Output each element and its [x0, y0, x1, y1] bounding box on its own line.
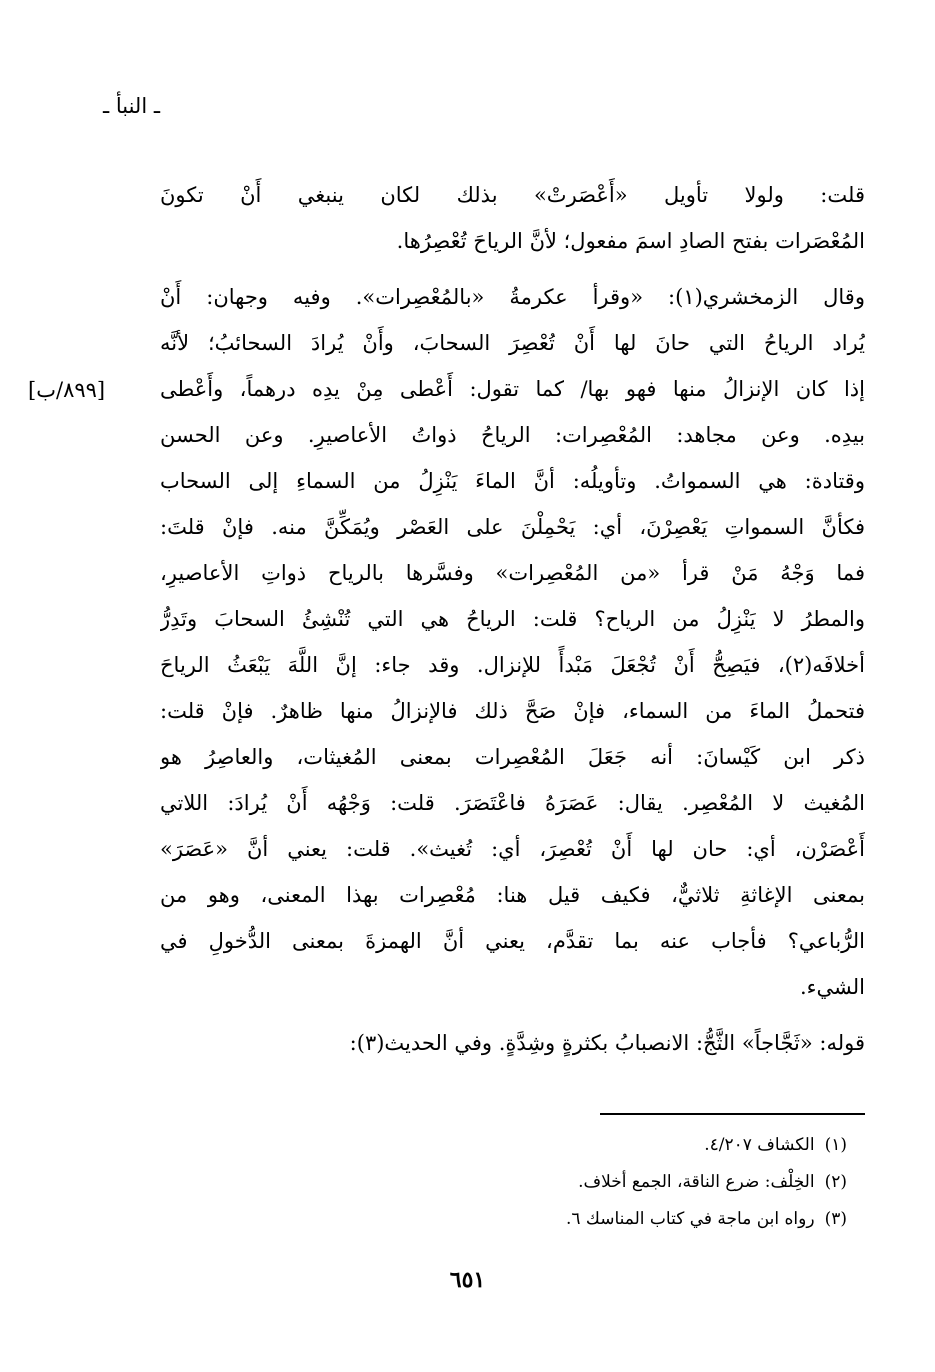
text-line: فتحملُ الماءَ من السماء، فإنْ صَحَّ ذلك فالإنزالُ منها ظاهرٌ. فإنْ قلت: [160, 699, 865, 723]
footnote [347, 1127, 847, 1164]
text-line: إذا كان الإنزالُ منها فهو بها/ كما تقول: أَعْطى مِنْ يدِه درهماً، وأَعْطى [160, 377, 865, 401]
text-line: وقال الزمخشري(١): «وقرأ عكرمةُ «بالمُعْصِرات». وفيه وجهان: أَنْ [160, 285, 865, 309]
paragraph-1 [160, 172, 865, 264]
text-line: المُغيث لا المُعْصِر. يقال: عَصَرَهُ فاعْتَصَرَ. قلت: وَجْهُه أَنْ يُرادَ: اللاتي [160, 791, 865, 815]
text-line: أخلافَه(٢)، فيَصِحُّ أَنْ تُجْعَلَ مَبْدأً للإنزال. وقد جاء: إنَّ اللَّهَ يَبْعَثُ الرياحَ [160, 653, 865, 677]
text-line: فكأنَّ السمواتِ يَعْصِرْنَ، أي: يَحْمِلْنَ على العَصْر ويُمَكِّنَّ منه. فإنْ قلتَ: [160, 515, 865, 539]
text-line: بيدِه. وعن مجاهد: المُعْصِرات: الرياحُ ذواتُ الأعاصيرِ. وعن الحسن [160, 423, 865, 447]
paragraph-3 [160, 1020, 865, 1066]
text-line: الشيء. [799, 975, 865, 999]
footnote-text: الكشاف ٤/٢٠٧. [704, 1135, 815, 1155]
footnote-number: (١) [824, 1135, 847, 1155]
folio-reference: [٨٩٩/ب] [28, 378, 106, 402]
text-line: أَعْصَرْن، أي: حان لها أَنْ تُعْصِرَ، أي: تُغيث». قلت: يعني أنَّ «عَصَرَ» [160, 837, 865, 861]
text-line: قوله: «ثَجَّاجاً» الثَّجُّ: الانصبابُ بكثرةٍ وشِدَّةٍ. وفي الحديث(٣): [349, 1031, 865, 1055]
main-text [160, 172, 865, 1066]
paragraph-2 [160, 274, 865, 1010]
footnote-text: رواه ابن ماجة في كتاب المناسك ٦. [565, 1209, 815, 1229]
footnotes [347, 1127, 847, 1238]
running-header: ـ النبأ ـ [103, 94, 160, 118]
text-line: فما وَجْهُ مَنْ قرأ «من المُعْصِرات» وفسَّرها بالرياح ذواتِ الأعاصيرِ، [160, 561, 865, 585]
text-line: بمعنى الإغاثةِ ثلاثيٌّ، فكيف قيل هنا: مُعْصِرات بهذا المعنى، وهو من [160, 883, 865, 907]
text-line: الرُّباعي؟ فأجاب عنه بما تقدَّم، يعني أنَّ الهمزةَ بمعنى الدُّخولِ في [160, 929, 865, 953]
footnote-separator [600, 1113, 865, 1115]
text-line: وقتادة: هي السمواتُ. وتأويلُه: أنَّ الماءَ يَنْزِلُ من السماءِ إلى السحاب [160, 469, 865, 493]
page-number: ٦٥١ [449, 1267, 486, 1293]
footnote-text: الخِلْف: ضرع الناقة، الجمع أخلاف. [578, 1172, 815, 1192]
text-line: والمطرُ لا يَنْزِلُ من الرياح؟ قلت: الرياحُ هي التي تُنْشِئُ السحابَ وتَدِرُّ [160, 607, 865, 631]
text-line: المُعْصَرات بفتح الصادِ اسمَ مفعول؛ لأنَّ الرياحَ تُعْصِرُها. [396, 229, 865, 253]
text-line: قلت: ولولا تأويل «أَعْصَرتْ» بذلك لكان ينبغي أَنْ تكونَ [160, 183, 865, 207]
footnote-number: (٢) [824, 1172, 847, 1192]
footnote [347, 1201, 847, 1238]
footnote-number: (٣) [824, 1209, 847, 1229]
text-line: ذكر ابن كَيْسانَ: أنه جَعَلَ المُعْصِرات بمعنى المُغيثات، والعاصِرُ هو [160, 745, 865, 769]
text-line: يُراد الرياحُ التي حانَ لها أَنْ تُعْصِرَ السحابَ، وأَنْ يُرادَ السحائبُ؛ لأنَّه [160, 331, 865, 355]
footnote [347, 1164, 847, 1201]
